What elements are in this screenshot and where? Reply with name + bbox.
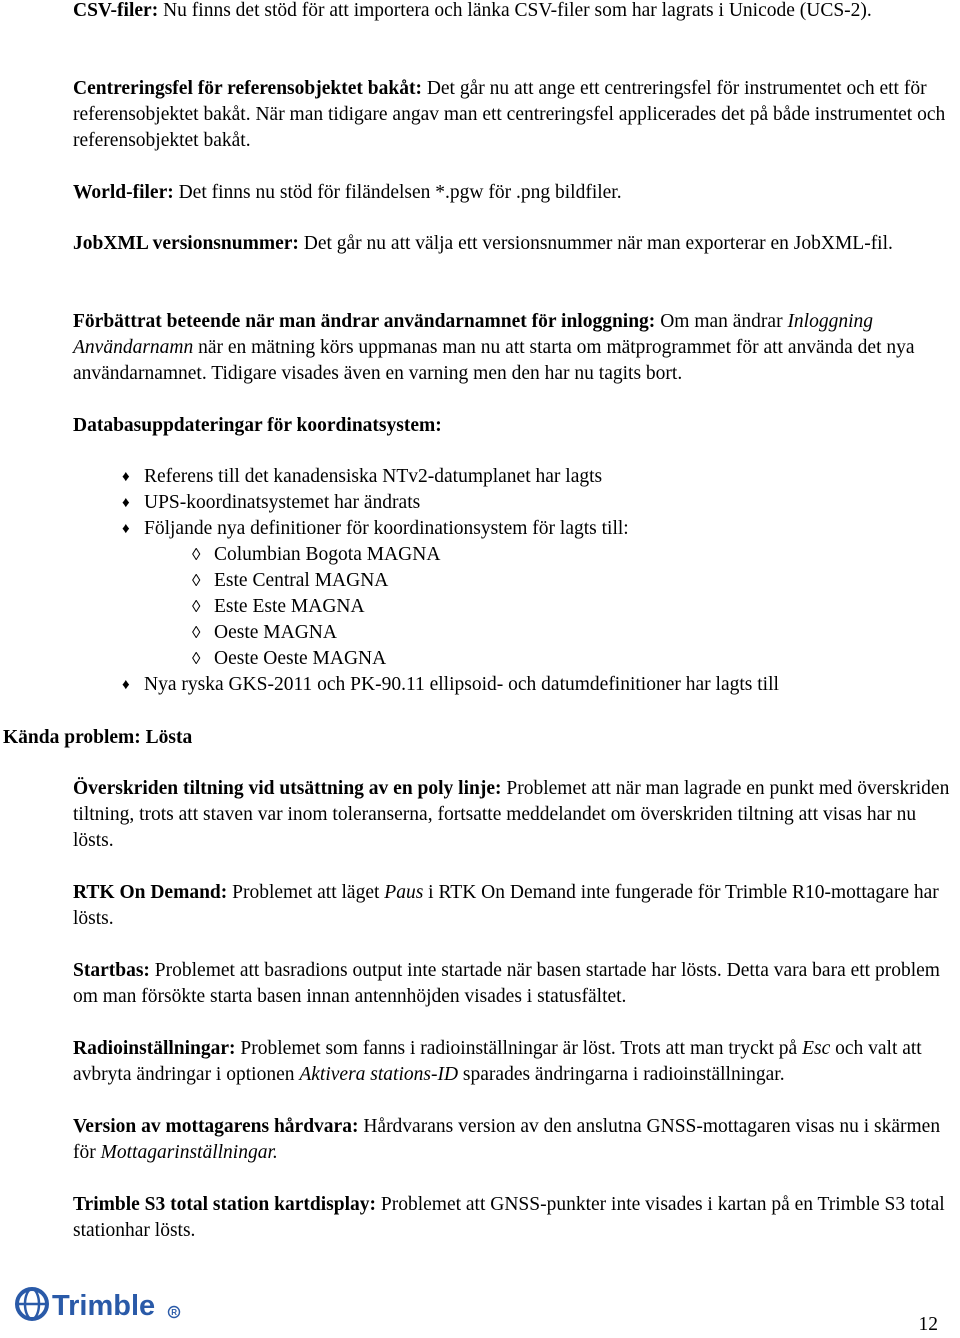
item-text: Problemet att läget xyxy=(227,882,385,903)
item-text: Om man ändrar xyxy=(655,311,788,332)
sub-list-item-text: Este Central MAGNA xyxy=(214,570,389,591)
item-italic-text: Aktivera stations-ID xyxy=(299,1064,459,1085)
item-text: Det går nu att ange ett centreringsfel för instrumentet och ett för referensobjektet bakåt. När man tidigare angav man ett centreringsfel applicerades det på både instrumentet och referensobjektet bakåt. xyxy=(73,78,946,151)
db-updates-heading: Databasuppdateringar för koordinatsystem: xyxy=(73,415,442,436)
list-item xyxy=(122,490,942,516)
item-centreringsfel xyxy=(73,76,958,154)
diamond-bullet-icon: ♦ xyxy=(122,677,130,693)
list-item-text: UPS-koordinatsystemet har ändrats xyxy=(144,492,421,513)
known-problems-heading: Kända problem: Lösta xyxy=(3,727,193,748)
trimble-logo-text: Trimble xyxy=(52,1290,156,1322)
item-s3-kartdisplay xyxy=(73,1192,958,1244)
list-item xyxy=(122,516,942,542)
item-rtk-on-demand xyxy=(73,880,958,932)
item-text: Problemet att basradions output inte startade när basen startade har lösts. Detta vara bara ett problem om man försökte starta basen innan antennhöjden visades i statusfältet. xyxy=(73,960,940,1007)
hollow-diamond-icon: ◊ xyxy=(192,545,201,564)
hollow-diamond-icon: ◊ xyxy=(192,571,201,590)
item-heading: Trimble S3 total station kartdisplay: xyxy=(73,1194,376,1215)
item-world-filer xyxy=(73,180,958,206)
sub-list-item xyxy=(122,620,942,646)
sub-list-item-text: Columbian Bogota MAGNA xyxy=(214,544,441,565)
item-italic-text: Paus xyxy=(384,882,424,903)
item-text: Nu finns det stöd för att importera och länka CSV-filer som har lagrats i Unicode (UCS-2). xyxy=(158,0,872,21)
sub-list-item xyxy=(122,542,942,568)
trimble-logo xyxy=(14,1284,184,1324)
item-heading: Överskriden tiltning vid utsättning av en poly linje: xyxy=(73,778,502,799)
sub-list-item-text: Oeste MAGNA xyxy=(214,622,337,643)
page-number: 12 xyxy=(918,1314,938,1335)
item-heading: RTK On Demand: xyxy=(73,882,228,903)
item-heading: World-filer: xyxy=(73,182,174,203)
item-text: Hårdvarans version av den anslutna GNSS-mottagaren visas nu i skärmen för xyxy=(73,1116,941,1163)
hollow-diamond-icon: ◊ xyxy=(192,623,201,642)
svg-text:R: R xyxy=(171,1308,178,1317)
sub-list-item xyxy=(122,568,942,594)
item-inloggning xyxy=(73,309,958,387)
coordinate-system-list xyxy=(122,464,942,698)
hollow-diamond-icon: ◊ xyxy=(192,597,201,616)
list-item-text: Nya ryska GKS-2011 och PK-90.11 ellipsoid- och datumdefinitioner har lagts till xyxy=(144,674,779,695)
sub-list-item xyxy=(122,646,942,672)
item-italic-text: Inloggning Användarnamn xyxy=(73,311,874,358)
item-heading: Startbas: xyxy=(73,960,150,981)
item-italic-text: Mottagarinställningar. xyxy=(100,1142,278,1163)
sub-list-item xyxy=(122,594,942,620)
item-text: Problemet att GNSS-punkter inte visades i kartan på en Trimble S3 total stationhar lösts. xyxy=(73,1194,945,1241)
item-italic-text: Esc xyxy=(802,1038,831,1059)
item-tiltning xyxy=(73,776,958,854)
sub-list-container xyxy=(122,542,942,672)
item-text: Det finns nu stöd för filändelsen *.pgw för .png bildfiler. xyxy=(173,182,622,203)
item-radioinstallningar xyxy=(73,1036,958,1088)
registered-mark-icon xyxy=(169,1307,180,1318)
item-text: Problemet som fanns i radioinställningar är löst. Trots att man tryckt på xyxy=(235,1038,803,1059)
sub-list xyxy=(122,542,942,672)
diamond-bullet-icon: ♦ xyxy=(122,495,130,511)
item-text: sparades ändringarna i radioinställningar. xyxy=(458,1064,785,1085)
item-csv-filer xyxy=(73,0,958,24)
item-heading: CSV-filer: xyxy=(73,0,159,21)
item-heading: JobXML versionsnummer: xyxy=(73,233,299,254)
diamond-bullet-icon: ♦ xyxy=(122,521,130,537)
list-item-text: Följande nya definitioner för koordinationsystem för lagts till: xyxy=(144,518,629,539)
list-item xyxy=(122,464,942,490)
item-hardvara xyxy=(73,1114,958,1166)
item-text: i RTK On Demand inte fungerade för Trimble R10-mottagare har lösts. xyxy=(73,882,939,929)
item-heading: Förbättrat beteende när man ändrar användarnamnet för inloggning: xyxy=(73,311,656,332)
item-text: Det går nu att välja ett versionsnummer när man exporterar en JobXML-fil. xyxy=(298,233,893,254)
item-text: och valt att avbryta ändringar i optionen xyxy=(73,1038,922,1085)
hollow-diamond-icon: ◊ xyxy=(192,649,201,668)
item-startbas xyxy=(73,958,958,1010)
diamond-bullet-icon: ♦ xyxy=(122,469,130,485)
list-item xyxy=(122,672,942,698)
trimble-globe-icon xyxy=(17,1289,47,1319)
item-heading: Radioinställningar: xyxy=(73,1038,236,1059)
item-text: när en mätning körs uppmanas man nu att starta om mätprogrammet för att använda det nya användarnamnet. Tidigare visades även en varning men den har nu tagits bort. xyxy=(73,337,915,384)
list-item-text: Referens till det kanadensiska NTv2-datumplanet har lagts xyxy=(144,466,603,487)
sub-list-item-text: Este Este MAGNA xyxy=(214,596,365,617)
item-heading: Version av mottagarens hårdvara: xyxy=(73,1116,359,1137)
sub-list-item-text: Oeste Oeste MAGNA xyxy=(214,648,387,669)
item-text: Problemet att när man lagrade en punkt med överskriden tiltning, trots att staven var inom toleranserna, fortsatte meddelandet om överskriden tiltning att visas har nu lösts. xyxy=(73,778,950,851)
item-jobxml xyxy=(73,231,958,257)
item-heading: Centreringsfel för referensobjektet bakåt: xyxy=(73,78,422,99)
